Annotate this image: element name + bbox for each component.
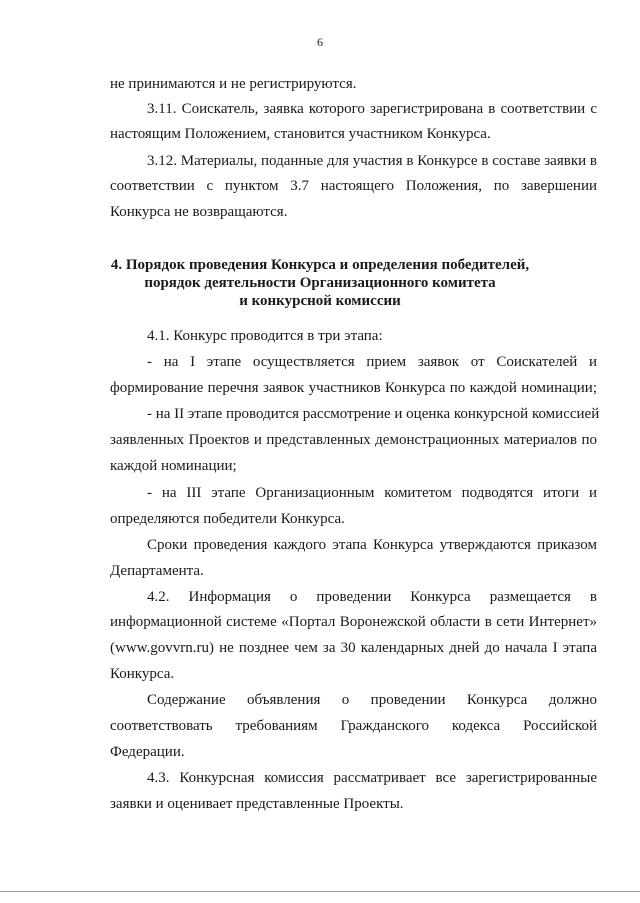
section-heading-line: 4. Порядок проведения Конкурса и определения победителей, — [110, 257, 530, 273]
text-line: заявленных Проектов и представленных демонстрационных материалов по — [110, 432, 597, 448]
section-heading-line: порядок деятельности Организационного комитета — [144, 275, 496, 291]
text-line: Сроки проведения каждого этапа Конкурса утверждаются приказом — [147, 537, 597, 553]
text-line: - на I этапе осуществляется прием заявок от Соискателей и — [147, 354, 597, 370]
text-line: Конкурса. — [110, 666, 175, 682]
page-number: 6 — [317, 35, 323, 49]
text-line: 4.3. Конкурсная комиссия рассматривает все зарегистрированные — [147, 770, 597, 786]
text-line: Конкурса не возвращаются. — [110, 204, 288, 220]
text-line: не принимаются и не регистрируются. — [110, 76, 357, 92]
text-line: определяются победители Конкурса. — [110, 511, 345, 527]
text-line: Департамента. — [110, 563, 204, 579]
text-line: 4.1. Конкурс проводится в три этапа: — [147, 328, 383, 344]
text-line: (www.govvrn.ru) не позднее чем за 30 календарных дней до начала I этапа — [110, 640, 597, 656]
text-line: 3.12. Материалы, поданные для участия в Конкурсе в составе заявки в — [147, 153, 597, 169]
text-line: - на III этапе Организационным комитетом подводятся итоги и — [147, 485, 597, 501]
text-line: Федерации. — [110, 744, 185, 760]
text-line: Содержание объявления о проведении Конкурса должно — [147, 692, 597, 708]
section-heading-line: и конкурсной комиссии — [239, 293, 401, 309]
text-line: соответствовать требованиям Гражданского кодекса Российской — [110, 718, 597, 734]
text-line: каждой номинации; — [110, 458, 237, 474]
text-line: формирование перечня заявок участников Конкурса по каждой номинации; — [110, 380, 597, 396]
text-line: - на II этапе проводится рассмотрение и оценка конкурсной комиссией — [147, 406, 600, 422]
text-line: соответствии с пунктом 3.7 настоящего Положения, по завершении — [110, 178, 597, 194]
text-line: настоящим Положением, становится участником Конкурса. — [110, 126, 491, 142]
scan-edge-line — [0, 891, 640, 892]
text-line: заявки и оценивает представленные Проекты. — [110, 796, 404, 812]
text-line: 3.11. Соискатель, заявка которого зарегистрирована в соответствии с — [147, 101, 597, 117]
text-line: информационной системе «Портал Воронежской области в сети Интернет» — [110, 614, 597, 630]
text-line: 4.2. Информация о проведении Конкурса размещается в — [147, 589, 597, 605]
